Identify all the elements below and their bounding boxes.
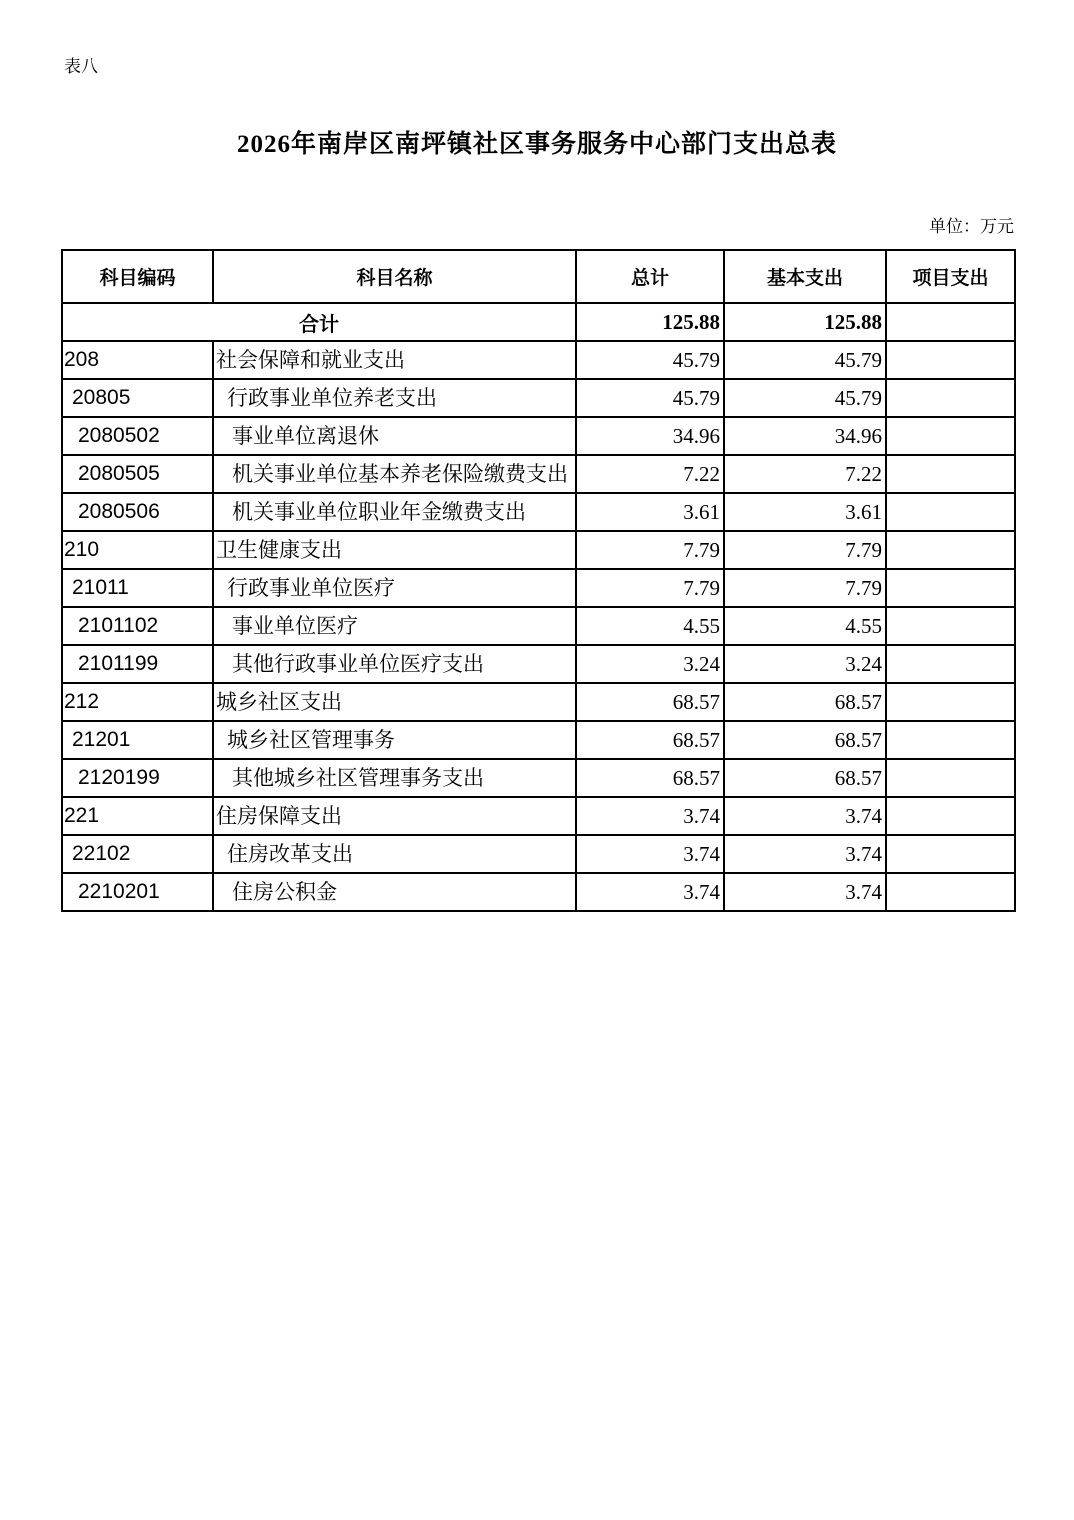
table-row xyxy=(62,417,1015,455)
total-cell: 68.57 xyxy=(576,721,724,759)
table-row xyxy=(62,683,1015,721)
total-cell: 68.57 xyxy=(576,759,724,797)
table-row xyxy=(62,835,1015,873)
subject-name-cell: 行政事业单位医疗 xyxy=(213,569,576,607)
project-cell xyxy=(886,759,1015,797)
table-row xyxy=(62,493,1015,531)
basic-cell: 7.79 xyxy=(724,531,886,569)
project-cell xyxy=(886,531,1015,569)
col-header-project: 项目支出 xyxy=(886,250,1015,303)
col-header-subject-code: 科目编码 xyxy=(62,250,213,303)
subject-code-cell: 20805 xyxy=(62,379,213,417)
total-cell: 7.22 xyxy=(576,455,724,493)
subject-name-cell: 机关事业单位职业年金缴费支出 xyxy=(213,493,576,531)
total-row-label: 合计 xyxy=(62,303,576,341)
subject-code-cell: 2120199 xyxy=(62,759,213,797)
total-cell: 3.24 xyxy=(576,645,724,683)
basic-cell: 4.55 xyxy=(724,607,886,645)
col-header-subject-name: 科目名称 xyxy=(213,250,576,303)
subject-code-cell: 22102 xyxy=(62,835,213,873)
basic-cell: 34.96 xyxy=(724,417,886,455)
total-cell: 34.96 xyxy=(576,417,724,455)
basic-cell: 3.24 xyxy=(724,645,886,683)
project-cell xyxy=(886,607,1015,645)
basic-cell: 7.79 xyxy=(724,569,886,607)
project-cell xyxy=(886,645,1015,683)
total-cell: 3.74 xyxy=(576,797,724,835)
total-cell: 7.79 xyxy=(576,569,724,607)
table-row xyxy=(62,531,1015,569)
col-header-total: 总计 xyxy=(576,250,724,303)
project-cell xyxy=(886,683,1015,721)
subject-name-cell: 行政事业单位养老支出 xyxy=(213,379,576,417)
project-cell xyxy=(886,721,1015,759)
subject-code-cell: 2080505 xyxy=(62,455,213,493)
total-cell: 7.79 xyxy=(576,531,724,569)
project-cell xyxy=(886,835,1015,873)
project-cell xyxy=(886,417,1015,455)
subject-name-cell: 机关事业单位基本养老保险缴费支出 xyxy=(213,455,576,493)
total-row xyxy=(62,303,1015,341)
table-number-label: 表八 xyxy=(64,57,98,77)
table-row xyxy=(62,873,1015,911)
subject-code-cell: 210 xyxy=(62,531,213,569)
table-row xyxy=(62,721,1015,759)
subject-name-cell: 其他行政事业单位医疗支出 xyxy=(213,645,576,683)
subject-code-cell: 2080502 xyxy=(62,417,213,455)
subject-code-cell: 2101199 xyxy=(62,645,213,683)
subject-code-cell: 2080506 xyxy=(62,493,213,531)
subject-name-cell: 住房保障支出 xyxy=(213,797,576,835)
project-cell xyxy=(886,493,1015,531)
subject-code-cell: 208 xyxy=(62,341,213,379)
total-cell: 68.57 xyxy=(576,683,724,721)
basic-cell: 68.57 xyxy=(724,721,886,759)
table-row xyxy=(62,797,1015,835)
total-cell: 4.55 xyxy=(576,607,724,645)
table-row xyxy=(62,607,1015,645)
total-cell: 3.61 xyxy=(576,493,724,531)
subject-code-cell: 2101102 xyxy=(62,607,213,645)
basic-cell: 3.74 xyxy=(724,797,886,835)
subject-code-cell: 212 xyxy=(62,683,213,721)
page-title: 2026年南岸区南坪镇社区事务服务中心部门支出总表 xyxy=(236,131,837,158)
subject-name-cell: 社会保障和就业支出 xyxy=(213,341,576,379)
project-cell xyxy=(886,873,1015,911)
project-cell xyxy=(886,455,1015,493)
basic-cell: 3.61 xyxy=(724,493,886,531)
total-cell: 3.74 xyxy=(576,835,724,873)
project-cell xyxy=(886,379,1015,417)
table-row xyxy=(62,645,1015,683)
basic-cell: 3.74 xyxy=(724,835,886,873)
basic-cell: 3.74 xyxy=(724,873,886,911)
subject-name-cell: 其他城乡社区管理事务支出 xyxy=(213,759,576,797)
subject-name-cell: 住房公积金 xyxy=(213,873,576,911)
subject-name-cell: 城乡社区支出 xyxy=(213,683,576,721)
subject-name-cell: 卫生健康支出 xyxy=(213,531,576,569)
total-row-project-cell xyxy=(886,303,1015,341)
table-body xyxy=(62,303,1015,911)
table-row xyxy=(62,379,1015,417)
subject-code-cell: 221 xyxy=(62,797,213,835)
total-row-basic-cell: 125.88 xyxy=(724,303,886,341)
basic-cell: 45.79 xyxy=(724,341,886,379)
table-header xyxy=(62,250,1015,303)
subject-code-cell: 21011 xyxy=(62,569,213,607)
basic-cell: 68.57 xyxy=(724,683,886,721)
project-cell xyxy=(886,569,1015,607)
total-row-total-cell: 125.88 xyxy=(576,303,724,341)
header-row xyxy=(62,250,1015,303)
table-row xyxy=(62,455,1015,493)
basic-cell: 7.22 xyxy=(724,455,886,493)
subject-name-cell: 住房改革支出 xyxy=(213,835,576,873)
subject-code-cell: 2210201 xyxy=(62,873,213,911)
basic-cell: 68.57 xyxy=(724,759,886,797)
table-row xyxy=(62,759,1015,797)
total-cell: 3.74 xyxy=(576,873,724,911)
table-row xyxy=(62,341,1015,379)
expenditure-table xyxy=(61,249,1016,912)
col-header-basic: 基本支出 xyxy=(724,250,886,303)
subject-name-cell: 城乡社区管理事务 xyxy=(213,721,576,759)
total-cell: 45.79 xyxy=(576,341,724,379)
unit-note: 单位：万元 xyxy=(929,217,1014,237)
basic-cell: 45.79 xyxy=(724,379,886,417)
subject-name-cell: 事业单位离退休 xyxy=(213,417,576,455)
project-cell xyxy=(886,341,1015,379)
subject-code-cell: 21201 xyxy=(62,721,213,759)
table-row xyxy=(62,569,1015,607)
project-cell xyxy=(886,797,1015,835)
subject-name-cell: 事业单位医疗 xyxy=(213,607,576,645)
total-cell: 45.79 xyxy=(576,379,724,417)
